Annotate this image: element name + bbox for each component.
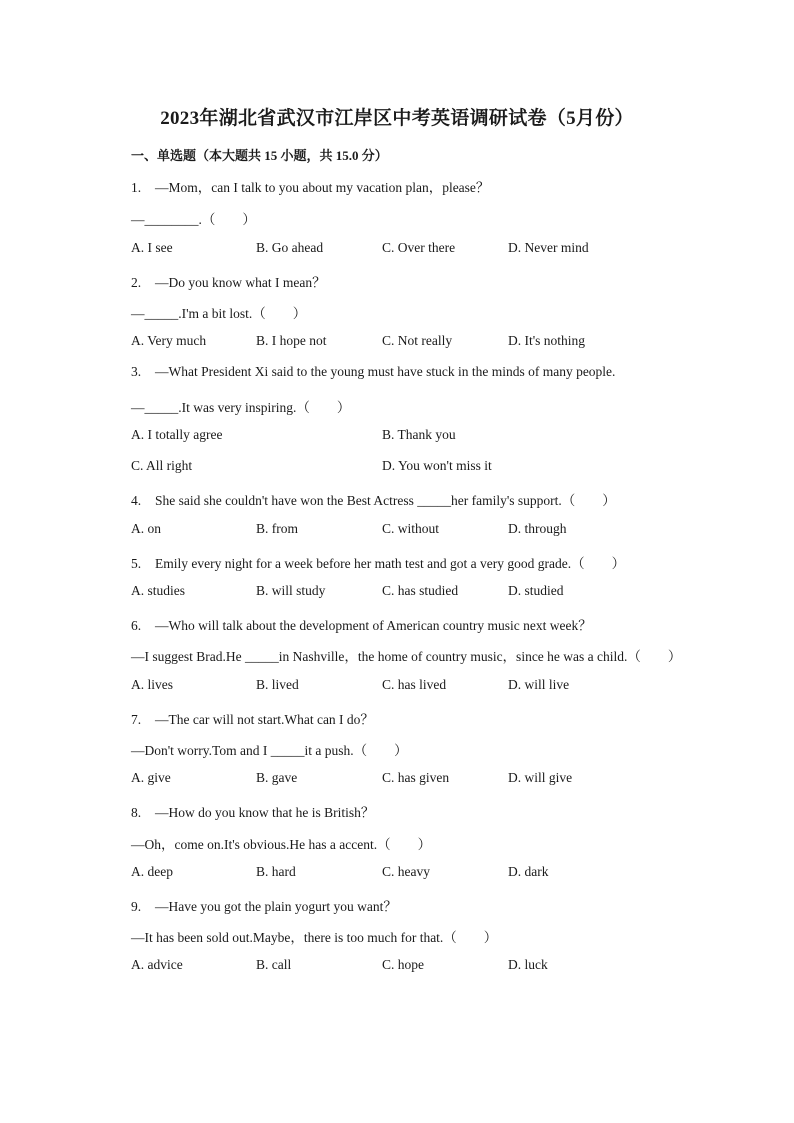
question-number: 4.	[131, 493, 142, 508]
question-stem	[131, 801, 374, 821]
question-number: 6.	[131, 618, 142, 633]
question-stem	[131, 708, 374, 728]
section-heading: 一、单选题（本大题共 15 小题，共 15.0 分）	[131, 148, 388, 163]
answer-option[interactable]: A. advice	[131, 957, 183, 972]
question-text: —_____.It was very inspiring.（ ）	[131, 400, 351, 415]
question-number: 7.	[131, 712, 142, 727]
question-text: —Who will talk about the development of American country music next week？	[155, 618, 592, 633]
answer-option[interactable]: D. dark	[508, 864, 549, 879]
answer-option[interactable]: B. gave	[256, 770, 298, 785]
question-number: 5.	[131, 556, 142, 571]
answer-option[interactable]: D. You won't miss it	[382, 458, 492, 473]
question-response-line	[131, 739, 408, 759]
question-text: —Mom，can I talk to you about my vacation plan，please？	[155, 180, 490, 195]
question-text: —What President Xi said to the young must have stuck in the minds of many people.	[155, 364, 616, 379]
answer-option[interactable]: D. will give	[508, 770, 573, 785]
answer-option[interactable]: D. will live	[508, 677, 570, 692]
question-response-line	[131, 208, 256, 228]
question-text: —The car will not start.What can I do？	[155, 712, 374, 727]
question-response-line	[131, 645, 681, 665]
question-number: 9.	[131, 899, 142, 914]
answer-option[interactable]: C. All right	[131, 458, 193, 473]
answer-option[interactable]: A. give	[131, 770, 171, 785]
question-text: —Do you know what I mean？	[155, 275, 326, 290]
question-text: —Have you got the plain yogurt you want？	[155, 899, 397, 914]
answer-option[interactable]: B. call	[256, 957, 292, 972]
answer-option[interactable]: D. luck	[508, 957, 548, 972]
answer-option[interactable]: B. will study	[256, 583, 326, 598]
question-stem	[131, 614, 592, 634]
answer-option[interactable]: B. Go ahead	[256, 240, 324, 255]
question-text: —________.（ ）	[131, 212, 256, 227]
answer-option[interactable]: D. through	[508, 521, 567, 536]
answer-option[interactable]: A. Very much	[131, 333, 207, 348]
question-number: 3.	[131, 364, 142, 379]
answer-option[interactable]: C. has given	[382, 770, 450, 785]
answer-option[interactable]: C. Not really	[382, 333, 453, 348]
question-number: 8.	[131, 805, 142, 820]
answer-option[interactable]: B. lived	[256, 677, 299, 692]
question-response-line	[131, 833, 431, 853]
answer-option[interactable]: A. lives	[131, 677, 173, 692]
answer-option[interactable]: D. studied	[508, 583, 564, 598]
question-stem	[131, 552, 625, 572]
question-response-line	[131, 926, 497, 946]
answer-option[interactable]: C. Over there	[382, 240, 456, 255]
answer-option[interactable]: C. has lived	[382, 677, 447, 692]
question-response-line	[131, 302, 306, 322]
answer-option[interactable]: C. heavy	[382, 864, 430, 879]
question-stem	[131, 489, 616, 509]
answer-option[interactable]: D. It's nothing	[508, 333, 586, 348]
question-text: —It has been sold out.Maybe，there is too much for that.（ ）	[131, 930, 498, 945]
answer-option[interactable]: A. studies	[131, 583, 185, 598]
question-stem	[131, 364, 615, 380]
answer-option[interactable]: C. without	[382, 521, 440, 536]
page-title: 2023年湖北省武汉市江岸区中考英语调研试卷（5月份）	[160, 108, 634, 129]
answer-option[interactable]: C. has studied	[382, 583, 459, 598]
answer-option[interactable]: A. deep	[131, 864, 173, 879]
question-stem	[131, 895, 397, 915]
answer-option[interactable]: B. I hope not	[256, 333, 327, 348]
question-text: —Oh，come on.It's obvious.He has a accent.（ ）	[131, 837, 432, 852]
question-number: 1.	[131, 180, 142, 195]
question-stem	[131, 271, 326, 291]
answer-option[interactable]: A. on	[131, 521, 161, 536]
answer-option[interactable]: B. from	[256, 521, 298, 536]
question-text: —_____.I'm a bit lost.（ ）	[131, 306, 307, 321]
answer-option[interactable]: C. hope	[382, 957, 424, 972]
question-text: —Don't worry.Tom and I _____it a push.（ ）	[131, 743, 408, 758]
answer-option[interactable]: A. I see	[131, 240, 173, 255]
question-text: She said she couldn't have won the Best Actress _____her family's support.（ ）	[155, 493, 616, 508]
question-text: Emily every night for a week before her math test and got a very good grade.（ ）	[155, 556, 626, 571]
question-text: —How do you know that he is British？	[155, 805, 375, 820]
answer-option[interactable]: B. Thank you	[382, 427, 456, 442]
answer-option[interactable]: A. I totally agree	[131, 427, 223, 442]
question-number: 2.	[131, 275, 142, 290]
answer-option[interactable]: B. hard	[256, 864, 296, 879]
answer-option[interactable]: D. Never mind	[508, 240, 589, 255]
question-response-line	[131, 396, 350, 416]
question-stem	[131, 176, 489, 196]
question-text: —I suggest Brad.He _____in Nashville，the home of country music，since he was a child.（ ）	[131, 649, 682, 664]
